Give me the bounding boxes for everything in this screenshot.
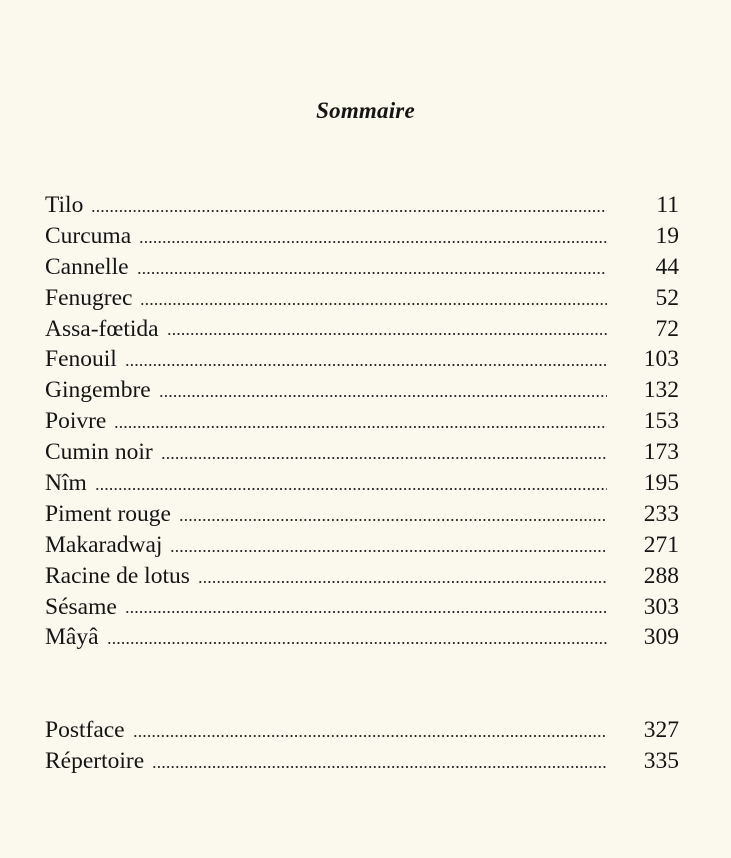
toc-entry bbox=[45, 499, 679, 530]
page-title: Sommaire bbox=[316, 98, 415, 123]
toc-entry bbox=[45, 190, 679, 221]
toc-entry-title: Répertoire bbox=[45, 747, 145, 774]
toc-entry-page: 335 bbox=[643, 747, 679, 774]
toc-entry bbox=[45, 406, 679, 437]
toc-entry bbox=[45, 314, 679, 345]
dot-leader bbox=[125, 610, 607, 614]
dot-leader bbox=[170, 549, 607, 553]
toc-entry-title: Postface bbox=[45, 717, 125, 743]
toc-entry-page: 52 bbox=[655, 284, 679, 311]
toc-entry-title: Nîm bbox=[45, 470, 87, 497]
dot-leader bbox=[167, 332, 607, 336]
toc-entry bbox=[45, 715, 679, 746]
toc-entry-page: 103 bbox=[643, 346, 679, 373]
toc-entry bbox=[45, 221, 679, 252]
toc-entry bbox=[45, 283, 679, 314]
dot-leader bbox=[140, 302, 607, 306]
toc-entry bbox=[45, 375, 679, 406]
toc-entry-title: Sésame bbox=[45, 593, 117, 620]
dot-leader bbox=[179, 518, 607, 522]
dot-leader bbox=[91, 209, 607, 213]
toc-entry-page: 195 bbox=[643, 470, 679, 497]
toc-entry bbox=[45, 344, 679, 375]
toc-entry-page: 327 bbox=[643, 717, 679, 743]
toc-entry bbox=[45, 468, 679, 499]
dot-leader bbox=[152, 765, 607, 769]
toc-entry-page: 72 bbox=[655, 315, 679, 342]
toc-entry bbox=[45, 437, 679, 468]
toc-entry-page: 153 bbox=[643, 408, 679, 435]
toc-entry-title: Cumin noir bbox=[45, 439, 153, 466]
toc-entry-page: 19 bbox=[655, 222, 679, 249]
dot-leader bbox=[95, 487, 607, 491]
toc-entry bbox=[45, 530, 679, 561]
toc-entry-title: Assa-fœtida bbox=[45, 315, 159, 342]
toc-entry-title: Makaradwaj bbox=[45, 531, 163, 558]
dot-leader bbox=[137, 271, 607, 275]
toc-entry-title: Fenouil bbox=[45, 346, 117, 373]
toc-entry-title: Gingembre bbox=[45, 377, 151, 404]
toc-entry-title: Cannelle bbox=[45, 253, 129, 280]
dot-leader bbox=[133, 734, 607, 738]
back-matter-contents bbox=[45, 715, 679, 777]
toc-entry-title: Curcuma bbox=[45, 222, 132, 249]
toc-entry-title: Poivre bbox=[45, 408, 107, 435]
toc-entry bbox=[45, 592, 679, 623]
toc-entry-title: Piment rouge bbox=[45, 500, 171, 527]
dot-leader bbox=[114, 425, 607, 429]
toc-entry-page: 233 bbox=[643, 500, 679, 527]
toc-entry-page: 288 bbox=[643, 562, 679, 589]
toc-entry-page: 303 bbox=[643, 593, 679, 620]
dot-leader bbox=[107, 641, 607, 645]
toc-entry bbox=[45, 746, 679, 777]
toc-entry-page: 132 bbox=[643, 377, 679, 404]
dot-leader bbox=[125, 363, 607, 367]
toc-entry bbox=[45, 561, 679, 592]
toc-entry-title: Tilo bbox=[45, 192, 84, 218]
toc-entry-page: 11 bbox=[656, 192, 679, 218]
toc-entry bbox=[45, 252, 679, 283]
dot-leader bbox=[159, 394, 607, 398]
toc-entry-title: Fenugrec bbox=[45, 284, 133, 311]
toc-entry-page: 44 bbox=[655, 253, 679, 280]
toc-entry-title: Mâyâ bbox=[45, 624, 99, 651]
table-of-contents bbox=[45, 190, 679, 653]
dot-leader bbox=[198, 580, 607, 584]
dot-leader bbox=[161, 456, 607, 460]
toc-entry bbox=[45, 622, 679, 653]
toc-entry-title: Racine de lotus bbox=[45, 562, 190, 589]
dot-leader bbox=[139, 240, 607, 244]
toc-entry-page: 309 bbox=[643, 624, 679, 651]
toc-entry-page: 271 bbox=[643, 531, 679, 558]
toc-entry-page: 173 bbox=[643, 439, 679, 466]
